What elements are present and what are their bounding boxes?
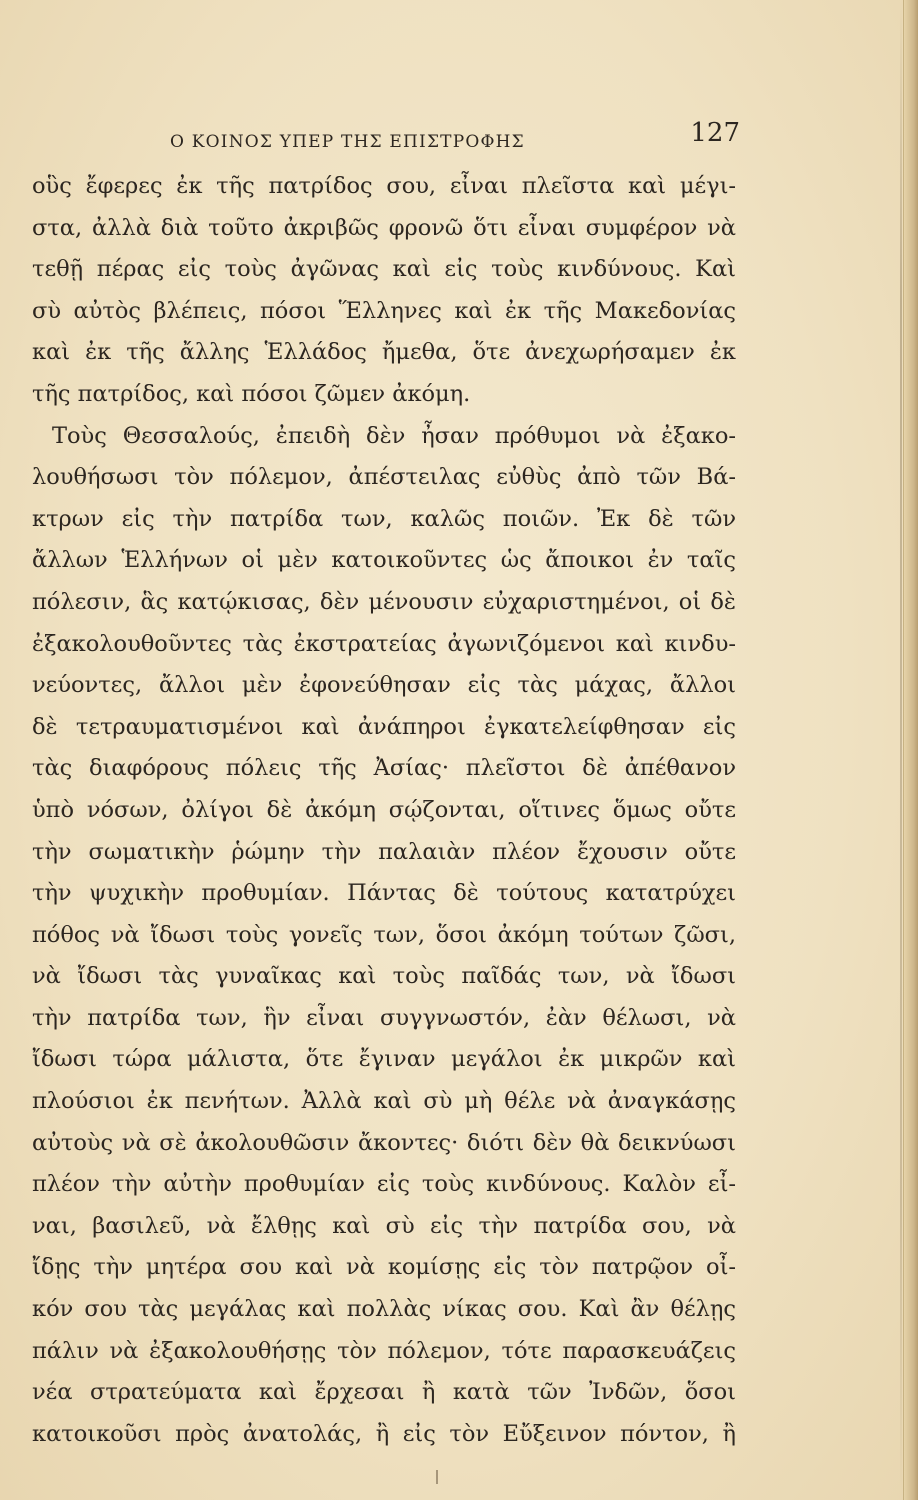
text-line: κόν σου τὰς μεγάλας καὶ πολλὰς νίκας σου. Καὶ ἂν θέλῃς	[32, 1296, 736, 1323]
text-line: ναι, βασιλεῦ, νὰ ἔλθῃς καὶ σὺ εἰς τὴν πατρίδα σου, νὰ	[32, 1212, 736, 1239]
text-line: τῆς πατρίδος, καὶ πόσοι ζῶμεν ἀκόμη.	[32, 380, 471, 407]
text-line: ἴδωσι τώρα μάλιστα, ὅτε ἔγιναν μεγάλοι ἐκ μικρῶν καὶ	[32, 1046, 736, 1073]
text-line: σὺ αὐτὸς βλέπεις, πόσοι Ἕλληνες καὶ ἐκ τῆς Μακεδονίας	[32, 297, 736, 324]
text-line: καὶ ἐκ τῆς ἄλλης Ἑλλάδος ἤμεθα, ὅτε ἀνεχωρήσαμεν ἐκ	[32, 339, 736, 366]
page-header	[170, 118, 740, 158]
text-line: ὑπὸ νόσων, ὀλίγοι δὲ ἀκόμη σῴζονται, οἵτινες ὅμως οὔτε	[32, 796, 736, 823]
text-line: ἴδῃς τὴν μητέρα σου καὶ νὰ κομίσῃς εἰς τὸν πατρῷον οἶ-	[32, 1254, 736, 1281]
text-line: αὐτοὺς νὰ σὲ ἀκολουθῶσιν ἄκοντες· διότι δὲν θὰ δεικνύωσι	[32, 1129, 736, 1156]
text-line: δὲ τετραυματισμένοι καὶ ἀνάπηροι ἐγκατελείφθησαν εἰς	[32, 713, 736, 740]
text-line: τὰς διαφόρους πόλεις τῆς Ἀσίας· πλεῖστοι δὲ ἀπέθανον	[32, 755, 736, 782]
text-line: κατοικοῦσι πρὸς ἀνατολάς, ἢ εἰς τὸν Εὔξεινον πόντον, ἢ	[32, 1420, 736, 1447]
text-line: κτρων εἰς τὴν πατρίδα των, καλῶς ποιῶν. Ἐκ δὲ τῶν	[32, 505, 736, 532]
text-line: πλέον τὴν αὐτὴν προθυμίαν εἰς τοὺς κινδύνους. Καλὸν εἶ-	[32, 1171, 736, 1198]
body-text	[32, 166, 736, 1455]
text-line: νεύοντες, ἄλλοι μὲν ἐφονεύθησαν εἰς τὰς μάχας, ἄλλοι	[32, 672, 736, 699]
page-fold-shadow	[900, 0, 902, 1500]
text-line: πόλεσιν, ἃς κατῴκισας, δὲν μένουσιν εὐχαριστημένοι, οἱ δὲ	[32, 588, 736, 615]
text-line: στα, ἀλλὰ διὰ τοῦτο ἀκριβῶς φρονῶ ὅτι εἶναι συμφέρον νὰ	[32, 214, 736, 241]
page-number: 127	[690, 118, 740, 148]
ink-speck	[436, 1470, 438, 1484]
text-line: λουθήσωσι τὸν πόλεμον, ἀπέστειλας εὐθὺς ἀπὸ τῶν Βά-	[32, 464, 736, 491]
text-line: τεθῇ πέρας εἰς τοὺς ἀγῶνας καὶ εἰς τοὺς κινδύνους. Καὶ	[32, 256, 736, 283]
text-line: ἐξακολουθοῦντες τὰς ἐκστρατείας ἀγωνιζόμενοι καὶ κινδυ-	[32, 630, 736, 657]
page-edge	[903, 0, 918, 1500]
text-line: τὴν σωματικὴν ῥώμην τὴν παλαιὰν πλέον ἔχουσιν οὔτε	[32, 838, 736, 865]
text-line: Τοὺς Θεσσαλούς, ἐπειδὴ δὲν ἦσαν πρόθυμοι νὰ ἐξακο-	[52, 422, 736, 449]
text-line: ἄλλων Ἑλλήνων οἱ μὲν κατοικοῦντες ὡς ἄποικοι ἐν ταῖς	[32, 547, 736, 574]
running-title: Ο ΚΟΙΝΟΣ ΥΠΕΡ ΤΗΣ ΕΠΙΣΤΡΟΦΗΣ	[170, 132, 525, 152]
text-line: οὓς ἔφερες ἐκ τῆς πατρίδος σου, εἶναι πλεῖστα καὶ μέγι-	[32, 173, 736, 199]
text-line: νέα στρατεύματα καὶ ἔρχεσαι ἢ κατὰ τῶν Ἰνδῶν, ὅσοι	[32, 1379, 736, 1406]
text-line: νὰ ἴδωσι τὰς γυναῖκας καὶ τοὺς παῖδάς των, νὰ ἴδωσι	[32, 963, 736, 990]
text-line: πλούσιοι ἐκ πενήτων. Ἀλλὰ καὶ σὺ μὴ θέλε νὰ ἀναγκάσῃς	[32, 1088, 736, 1115]
text-line: τὴν ψυχικὴν προθυμίαν. Πάντας δὲ τούτους κατατρύχει	[32, 880, 736, 907]
text-line: πάλιν νὰ ἐξακολουθήσῃς τὸν πόλεμον, τότε παρασκευάζεις	[32, 1337, 736, 1364]
text-line: πόθος νὰ ἴδωσι τοὺς γονεῖς των, ὅσοι ἀκόμη τούτων ζῶσι,	[32, 921, 736, 948]
text-line: τὴν πατρίδα των, ἣν εἶναι συγγνωστόν, ἐὰν θέλωσι, νὰ	[32, 1004, 736, 1031]
